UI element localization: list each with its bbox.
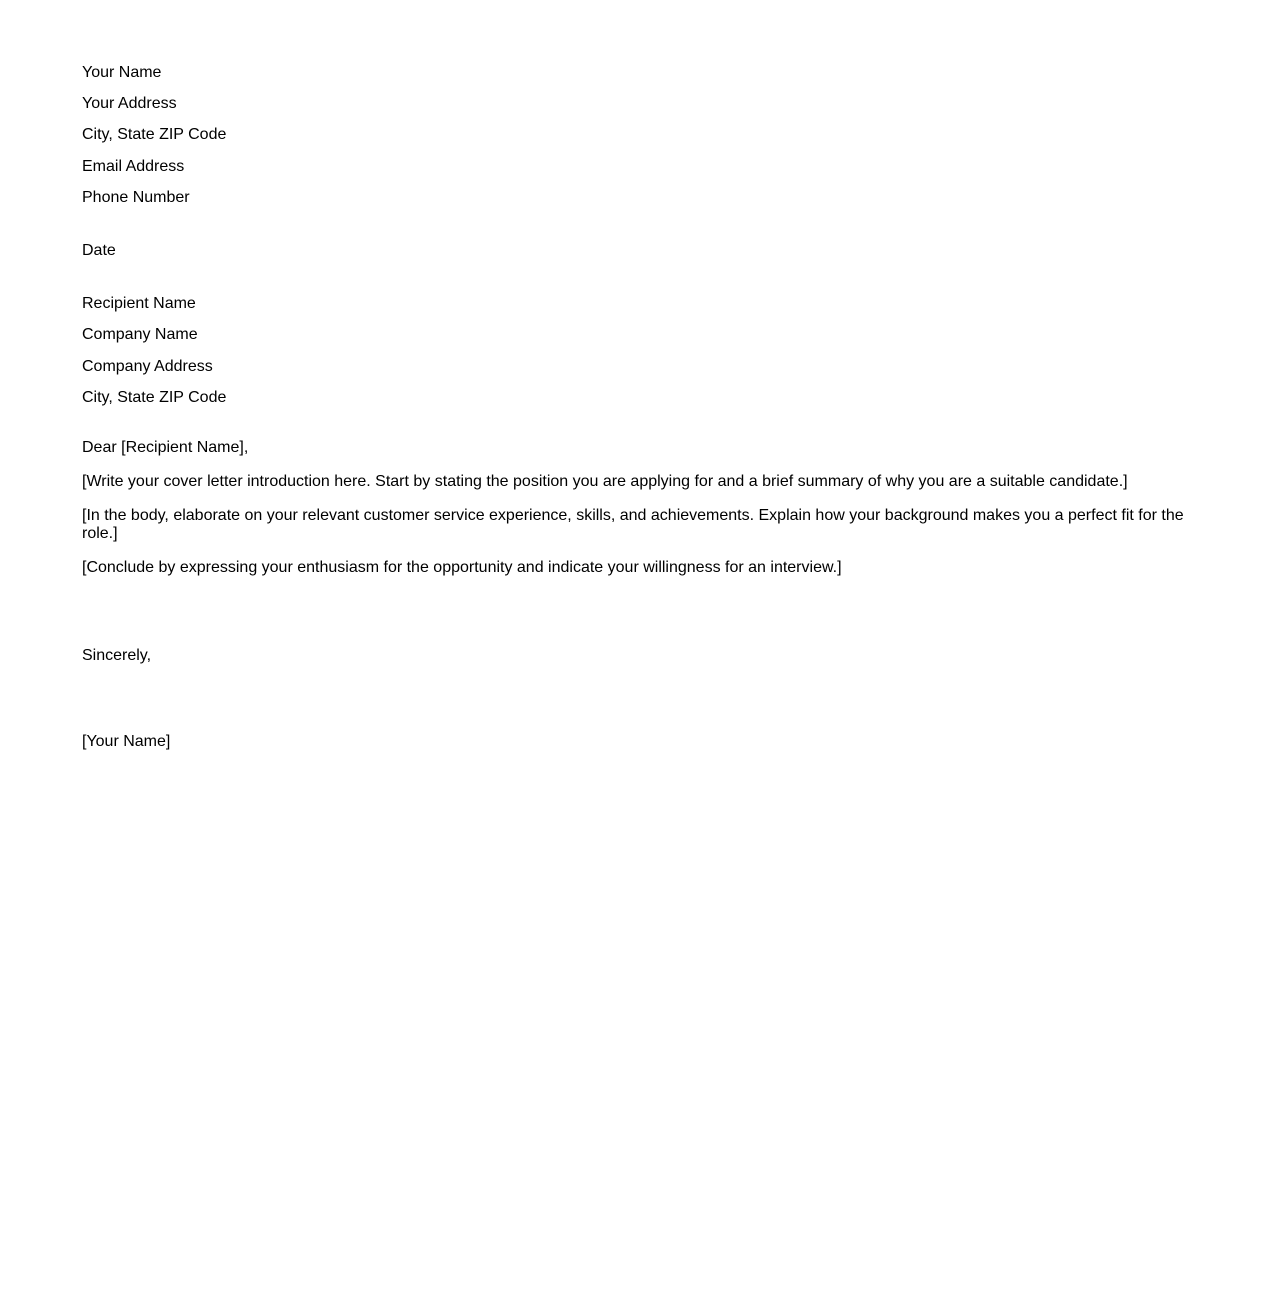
sender-address: Your Address — [82, 95, 177, 112]
recipient-name: Recipient Name — [82, 295, 196, 312]
sender-phone: Phone Number — [82, 189, 190, 206]
salutation: Dear [Recipient Name], — [82, 439, 249, 456]
closing: Sincerely, — [82, 647, 152, 664]
sender-city-state-zip: City, State ZIP Code — [82, 126, 227, 143]
paragraph-introduction: [Write your cover letter introduction here. Start by stating the position you are applying for and a brief summary of why you are a suitable candidate.] — [82, 473, 1128, 490]
paragraph-body: [In the body, elaborate on your relevant customer service experience, skills, and achievements. Explain how your background makes you a perfect fit for the role.] — [82, 507, 1184, 542]
letter-date: Date — [82, 242, 116, 259]
recipient-city-state-zip: City, State ZIP Code — [82, 389, 227, 406]
recipient-company: Company Name — [82, 326, 198, 343]
signature: [Your Name] — [82, 733, 171, 750]
sender-name: Your Name — [82, 64, 162, 81]
recipient-company-address: Company Address — [82, 358, 213, 375]
sender-email: Email Address — [82, 158, 185, 175]
paragraph-conclusion: [Conclude by expressing your enthusiasm for the opportunity and indicate your willingness for an interview.] — [82, 559, 842, 576]
